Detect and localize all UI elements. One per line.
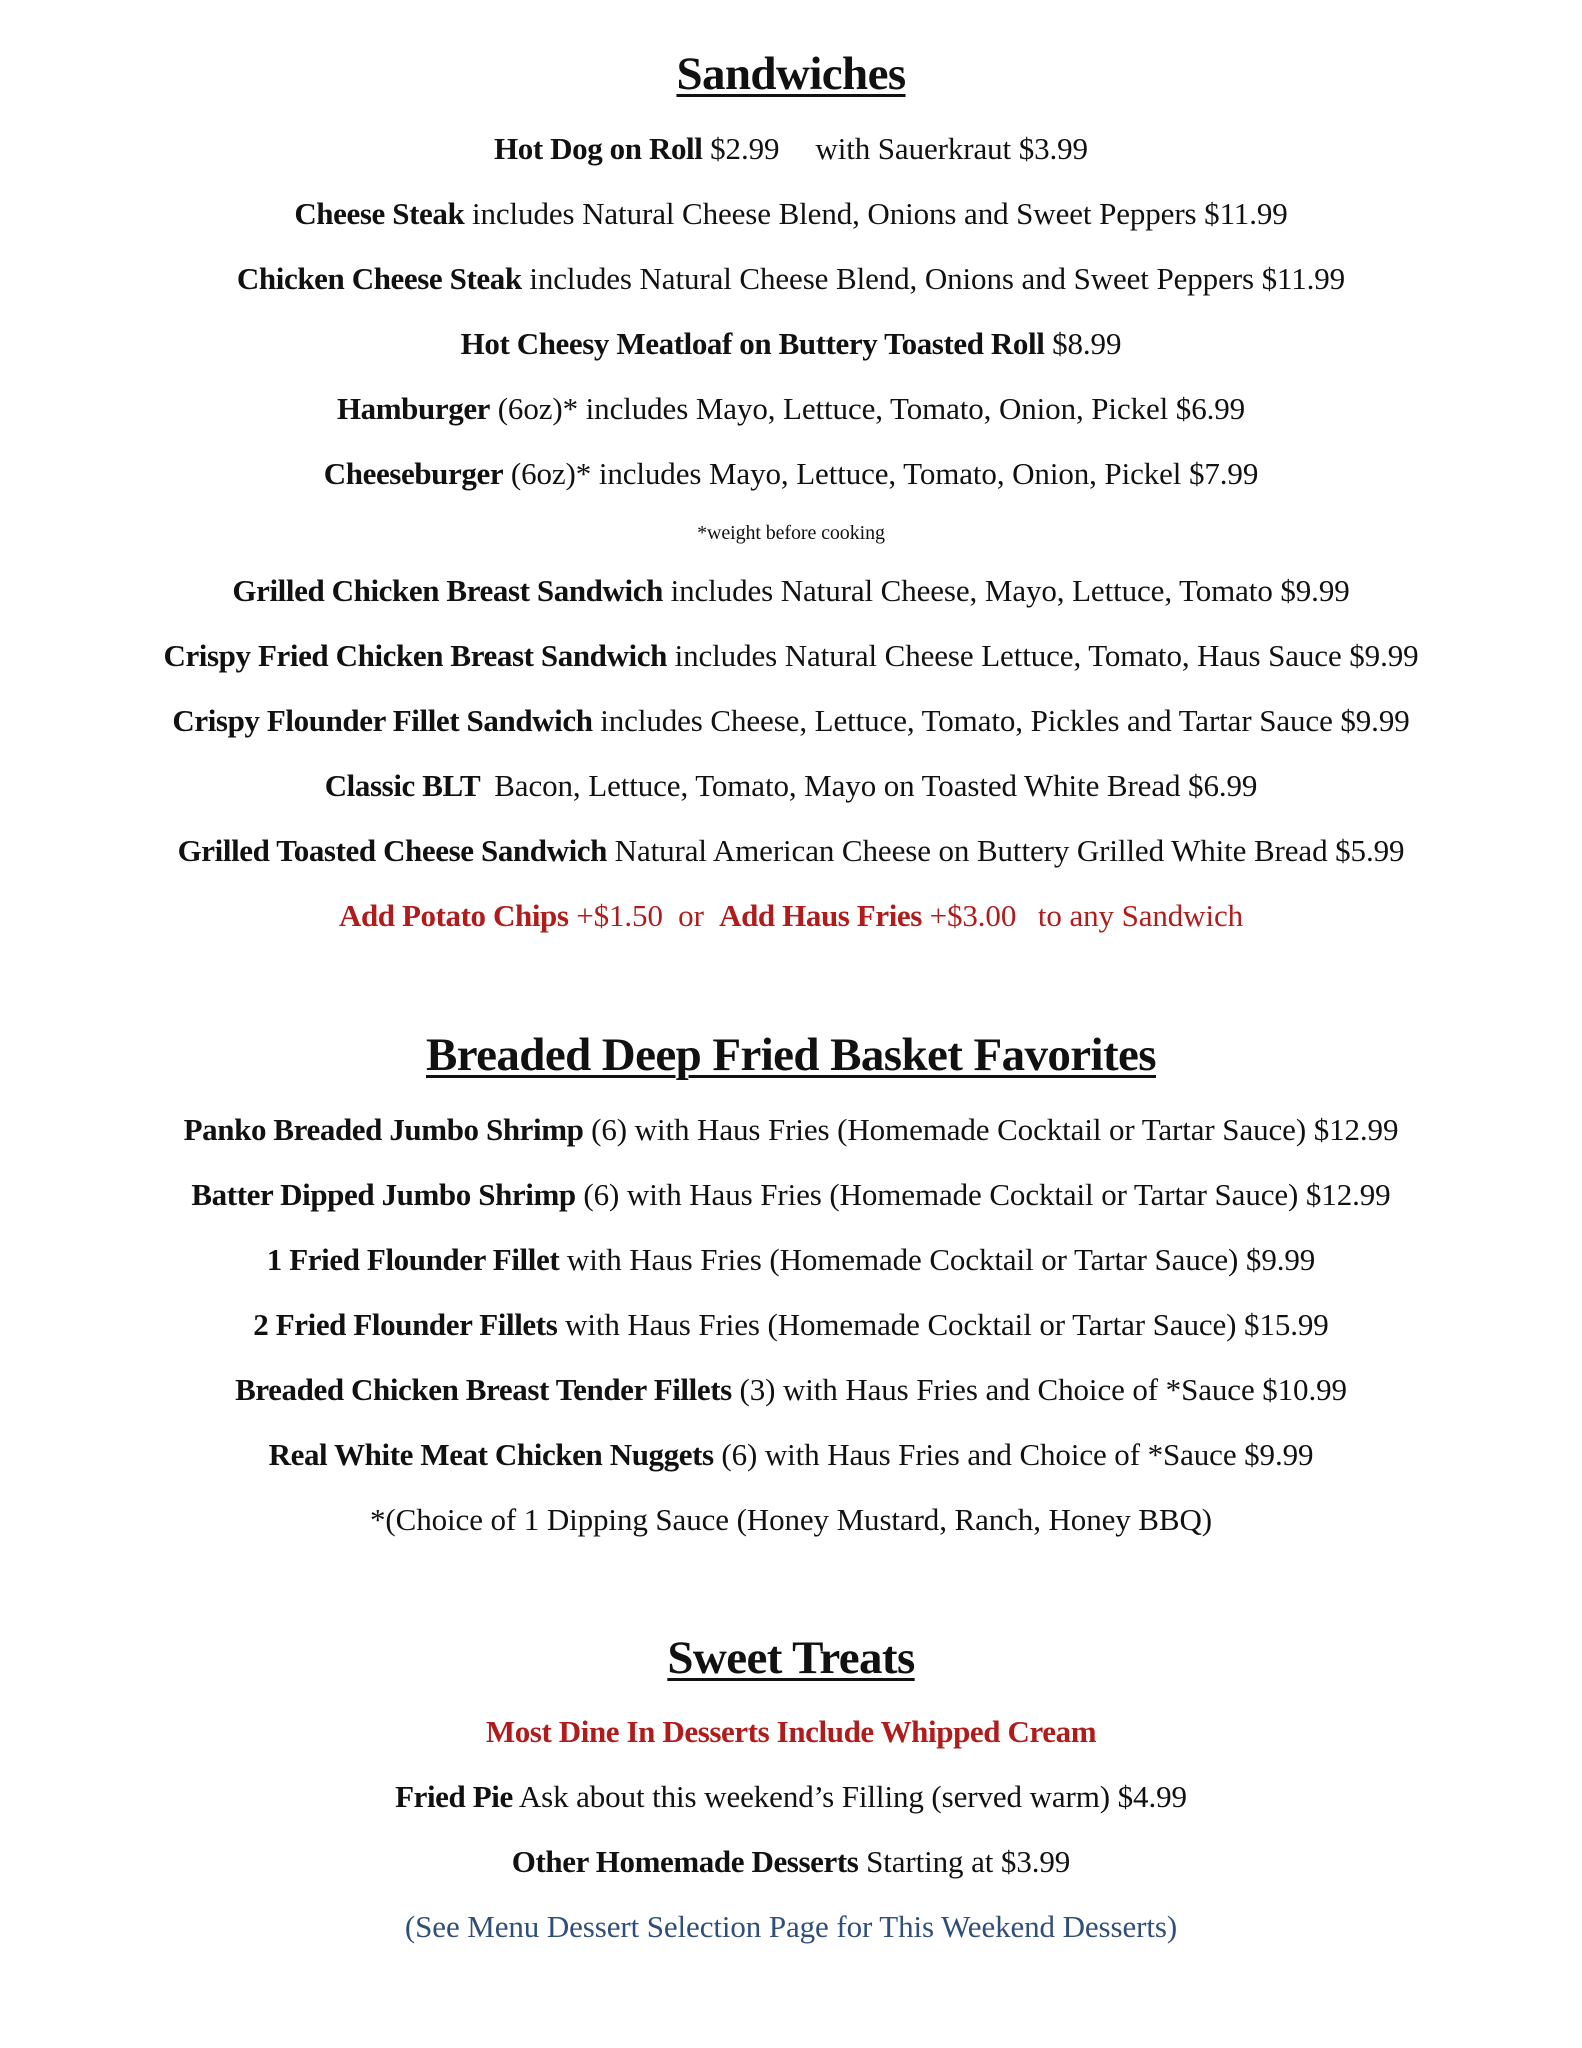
sandwich-addons	[0, 896, 1582, 936]
addon-suffix: to any Sandwich	[1037, 898, 1244, 933]
menu-item-flounder-sandwich	[0, 701, 1582, 741]
menu-item-nuggets	[0, 1435, 1582, 1475]
addon-chips-name: Add Potato Chips	[338, 898, 569, 933]
item-desc: (6) with Haus Fries and Choice of *Sauce $9.99	[721, 1437, 1314, 1472]
item-name: Chicken Cheese Steak	[236, 261, 522, 296]
item-desc: (6) with Haus Fries (Homemade Cocktail or Tartar Sauce) $12.99	[583, 1177, 1391, 1212]
menu-item-meatloaf	[0, 324, 1582, 364]
item-desc: Starting at $3.99	[866, 1844, 1071, 1879]
menu-item-hot-dog	[0, 129, 1582, 169]
menu-item-fried-pie	[0, 1777, 1582, 1817]
sauce-note: *(Choice of 1 Dipping Sauce (Honey Mustard, Ranch, Honey BBQ)	[370, 1502, 1212, 1537]
item-desc: includes Natural Cheese Blend, Onions and Sweet Peppers $11.99	[471, 196, 1288, 231]
addon-or: or	[678, 898, 704, 933]
menu-item-hamburger	[0, 389, 1582, 429]
item-name: Batter Dipped Jumbo Shrimp	[191, 1177, 576, 1212]
item-name: Grilled Toasted Cheese Sandwich	[177, 833, 608, 868]
item-name: Panko Breaded Jumbo Shrimp	[183, 1112, 584, 1147]
section-title-baskets: Breaded Deep Fried Basket Favorites	[425, 1029, 1156, 1081]
item-price: $2.99	[710, 131, 780, 166]
menu-item-blt	[0, 766, 1582, 806]
item-desc: includes Cheese, Lettuce, Tomato, Pickles and Tartar Sauce $9.99	[600, 703, 1410, 738]
menu-item-batter-shrimp	[0, 1175, 1582, 1215]
menu-item-chicken-cheese-steak	[0, 259, 1582, 299]
menu-item-grilled-cheese	[0, 831, 1582, 871]
item-desc: Bacon, Lettuce, Tomato, Mayo on Toasted White Bread $6.99	[494, 768, 1258, 803]
menu-item-cheese-steak	[0, 194, 1582, 234]
item-name: Other Homemade Desserts	[511, 1844, 859, 1879]
addon-chips-price: +$1.50	[576, 898, 663, 933]
menu-item-crispy-chicken	[0, 636, 1582, 676]
item-name: Cheeseburger	[323, 456, 504, 491]
item-desc: includes Natural Cheese Lettuce, Tomato, Haus Sauce $9.99	[674, 638, 1419, 673]
item-name: Hot Dog on Roll	[494, 131, 703, 166]
item-name: Cheese Steak	[294, 196, 465, 231]
menu-item-cheeseburger	[0, 454, 1582, 494]
addon-fries-name: Add Haus Fries	[719, 898, 922, 933]
item-desc: (6oz)* includes Mayo, Lettuce, Tomato, Onion, Pickel $6.99	[497, 391, 1246, 426]
section-title-sandwiches: Sandwiches	[676, 48, 906, 100]
menu-item-flounder-2	[0, 1305, 1582, 1345]
addon-fries-price: +$3.00	[929, 898, 1017, 933]
menu-item-panko-shrimp	[0, 1110, 1582, 1150]
item-desc: (6) with Haus Fries (Homemade Cocktail or Tartar Sauce) $12.99	[591, 1112, 1399, 1147]
item-desc: with Haus Fries (Homemade Cocktail or Tartar Sauce) $15.99	[565, 1307, 1329, 1342]
item-name: Real White Meat Chicken Nuggets	[268, 1437, 714, 1472]
dessert-note	[0, 1712, 1582, 1752]
section-title-sweets: Sweet Treats	[667, 1632, 915, 1684]
item-name: Fried Pie	[395, 1779, 513, 1814]
item-desc: with Haus Fries (Homemade Cocktail or Tartar Sauce) $9.99	[566, 1242, 1316, 1277]
item-name: Hamburger	[336, 391, 491, 426]
item-desc: (6oz)* includes Mayo, Lettuce, Tomato, Onion, Pickel $7.99	[510, 456, 1259, 491]
item-name: Crispy Fried Chicken Breast Sandwich	[163, 638, 667, 673]
item-name: Classic BLT	[324, 768, 481, 803]
weight-note: *weight before cooking	[697, 522, 885, 544]
menu-item-other-desserts	[0, 1842, 1582, 1882]
item-desc: (3) with Haus Fries and Choice of *Sauce $10.99	[739, 1372, 1347, 1407]
item-name: Grilled Chicken Breast Sandwich	[232, 573, 663, 608]
item-desc: includes Natural Cheese, Mayo, Lettuce, Tomato $9.99	[670, 573, 1350, 608]
item-name: Crispy Flounder Fillet Sandwich	[172, 703, 593, 738]
item-name: 2 Fried Flounder Fillets	[253, 1307, 558, 1342]
item-name: Breaded Chicken Breast Tender Fillets	[235, 1372, 732, 1407]
menu-item-flounder-1	[0, 1240, 1582, 1280]
menu-item-tenders	[0, 1370, 1582, 1410]
item-desc: Natural American Cheese on Buttery Grilled White Bread $5.99	[614, 833, 1405, 868]
see-menu-note: (See Menu Dessert Selection Page for This Weekend Desserts)	[404, 1909, 1178, 1944]
item-name: Hot Cheesy Meatloaf on Buttery Toasted Roll	[460, 326, 1045, 361]
item-price: $8.99	[1052, 326, 1122, 361]
menu-item-grilled-chicken	[0, 571, 1582, 611]
item-desc: Ask about this weekend’s Filling (served warm) $4.99	[518, 1779, 1187, 1814]
item-variant: with Sauerkraut $3.99	[815, 131, 1088, 166]
dessert-note-text: Most Dine In Desserts Include Whipped Cream	[485, 1714, 1097, 1749]
item-desc: includes Natural Cheese Blend, Onions and Sweet Peppers $11.99	[529, 261, 1346, 296]
item-name: 1 Fried Flounder Fillet	[266, 1242, 560, 1277]
